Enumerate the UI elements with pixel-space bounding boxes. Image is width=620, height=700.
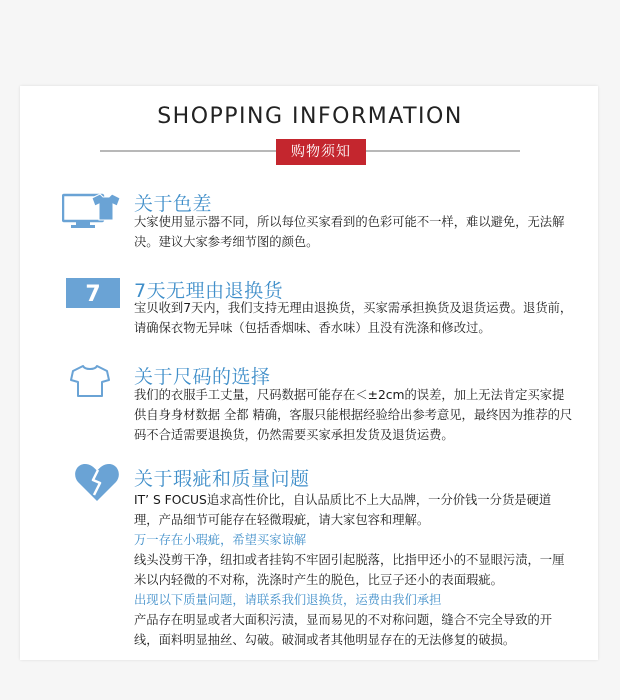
section-body-quality bbox=[134, 490, 574, 650]
section-body-size: 我们的衣服手工丈量，尺码数据可能存在＜±2cm的误差，加上无法肯定买家提供自身身材数据 全都 精确，客服只能根据经验给出参考意见，最终因为推荐的尺码不合适需要退换货，仍然需要买家承担发货及退货运费。 bbox=[134, 388, 573, 442]
quality-minor-defects-text: 线头没剪干净，纽扣或者挂钩不牢固引起脱落，比指甲还小的不显眼污渍，一厘米以内轻微的不对称，洗涤时产生的脱色，比豆子还小的表面瑕疵。 bbox=[134, 553, 565, 587]
monitor-shirt-icon bbox=[62, 192, 124, 236]
svg-text:7: 7 bbox=[85, 282, 101, 307]
seven-day-icon bbox=[66, 278, 120, 312]
quality-intro-text: IT’ S FOCUS追求高性价比，自认品质比不上大品牌，一分价钱一分货是硬道理，产品细节可能存在轻微瑕疵，请大家包容和理解。 bbox=[134, 493, 552, 527]
quality-minor-defects-subheading: 万一存在小瑕疵，希望买家谅解 bbox=[134, 533, 307, 547]
title-divider-right bbox=[366, 150, 520, 152]
page-title: SHOPPING INFORMATION bbox=[157, 104, 463, 129]
section-heading-return: 7天无理由退换货 bbox=[134, 280, 284, 302]
quality-return-conditions-text: 产品存在明显或者大面积污渍，显而易见的不对称问题，缝合不完全导致的开线，面料明显抽丝、勾破。破洞或者其他明显存在的无法修复的破损。 bbox=[134, 613, 553, 647]
section-heading-color: 关于色差 bbox=[134, 193, 213, 215]
section-body-color: 大家使用显示器不同，所以每位买家看到的色彩可能不一样，难以避免，无法解决。建议大家参考细节图的颜色。 bbox=[134, 215, 565, 249]
title-divider-left bbox=[100, 150, 276, 152]
section-body-return: 宝贝收到7天内，我们支持无理由退换货，买家需承担换货及退货运费。退货前，请确保衣物无异味（包括香烟味、香水味）且没有洗涤和修改过。 bbox=[134, 301, 573, 335]
broken-heart-icon bbox=[74, 462, 120, 506]
title-badge: 购物须知 bbox=[276, 139, 366, 165]
section-heading-size: 关于尺码的选择 bbox=[134, 366, 271, 388]
tshirt-outline-icon bbox=[70, 364, 110, 402]
quality-return-conditions-subheading: 出现以下质量问题，请联系我们退换货，运费由我们承担 bbox=[134, 593, 442, 607]
section-heading-quality: 关于瑕疵和质量问题 bbox=[134, 468, 310, 490]
